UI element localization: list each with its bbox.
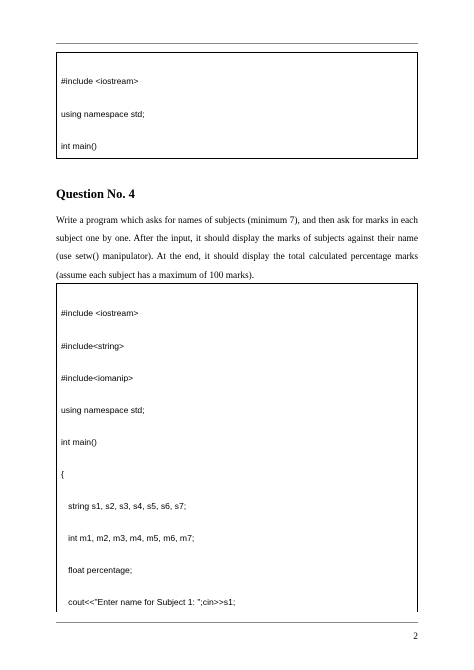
header-rule — [56, 43, 418, 44]
code-line: #include<string> — [61, 340, 125, 351]
code-line: int main() — [61, 140, 97, 151]
code-block-2 — [56, 283, 418, 612]
question-paragraph — [56, 212, 418, 285]
question-heading: Question No. 4 — [56, 187, 135, 201]
paragraph-line: Write a program which asks for names of subjects (minimum 7), and then ask for marks in each — [56, 216, 418, 226]
code-block-1 — [56, 52, 418, 159]
code-line: int m1, m2, m3, m4, m5, m6, m7; — [61, 533, 195, 544]
paragraph-line: (assume each subject has a maximum of 100 marks). — [56, 270, 255, 281]
code-line: #include <iostream> — [61, 76, 139, 87]
paragraph-line: subject one by one. After the input, it should display the marks of subjects against their name — [56, 234, 418, 245]
footer-rule — [56, 622, 418, 623]
code-line: using namespace std; — [61, 108, 145, 119]
code-line: float percentage; — [61, 565, 133, 576]
code-line: #include <iostream> — [61, 308, 139, 319]
code-line: string s1, s2, s3, s4, s5, s6, s7; — [61, 500, 187, 511]
paragraph-line: (use setw() manipulator). At the end, it should display the total calculated percentage marks — [56, 252, 418, 263]
code-line: cout<<"Enter name for Subject 1: ";cin>>s1; — [61, 597, 236, 608]
page-number: 2 — [413, 632, 418, 642]
code-line: int main() — [61, 436, 97, 447]
code-line: { — [61, 468, 64, 479]
code-line: using namespace std; — [61, 404, 145, 415]
code-line: #include<iomanip> — [61, 372, 134, 383]
